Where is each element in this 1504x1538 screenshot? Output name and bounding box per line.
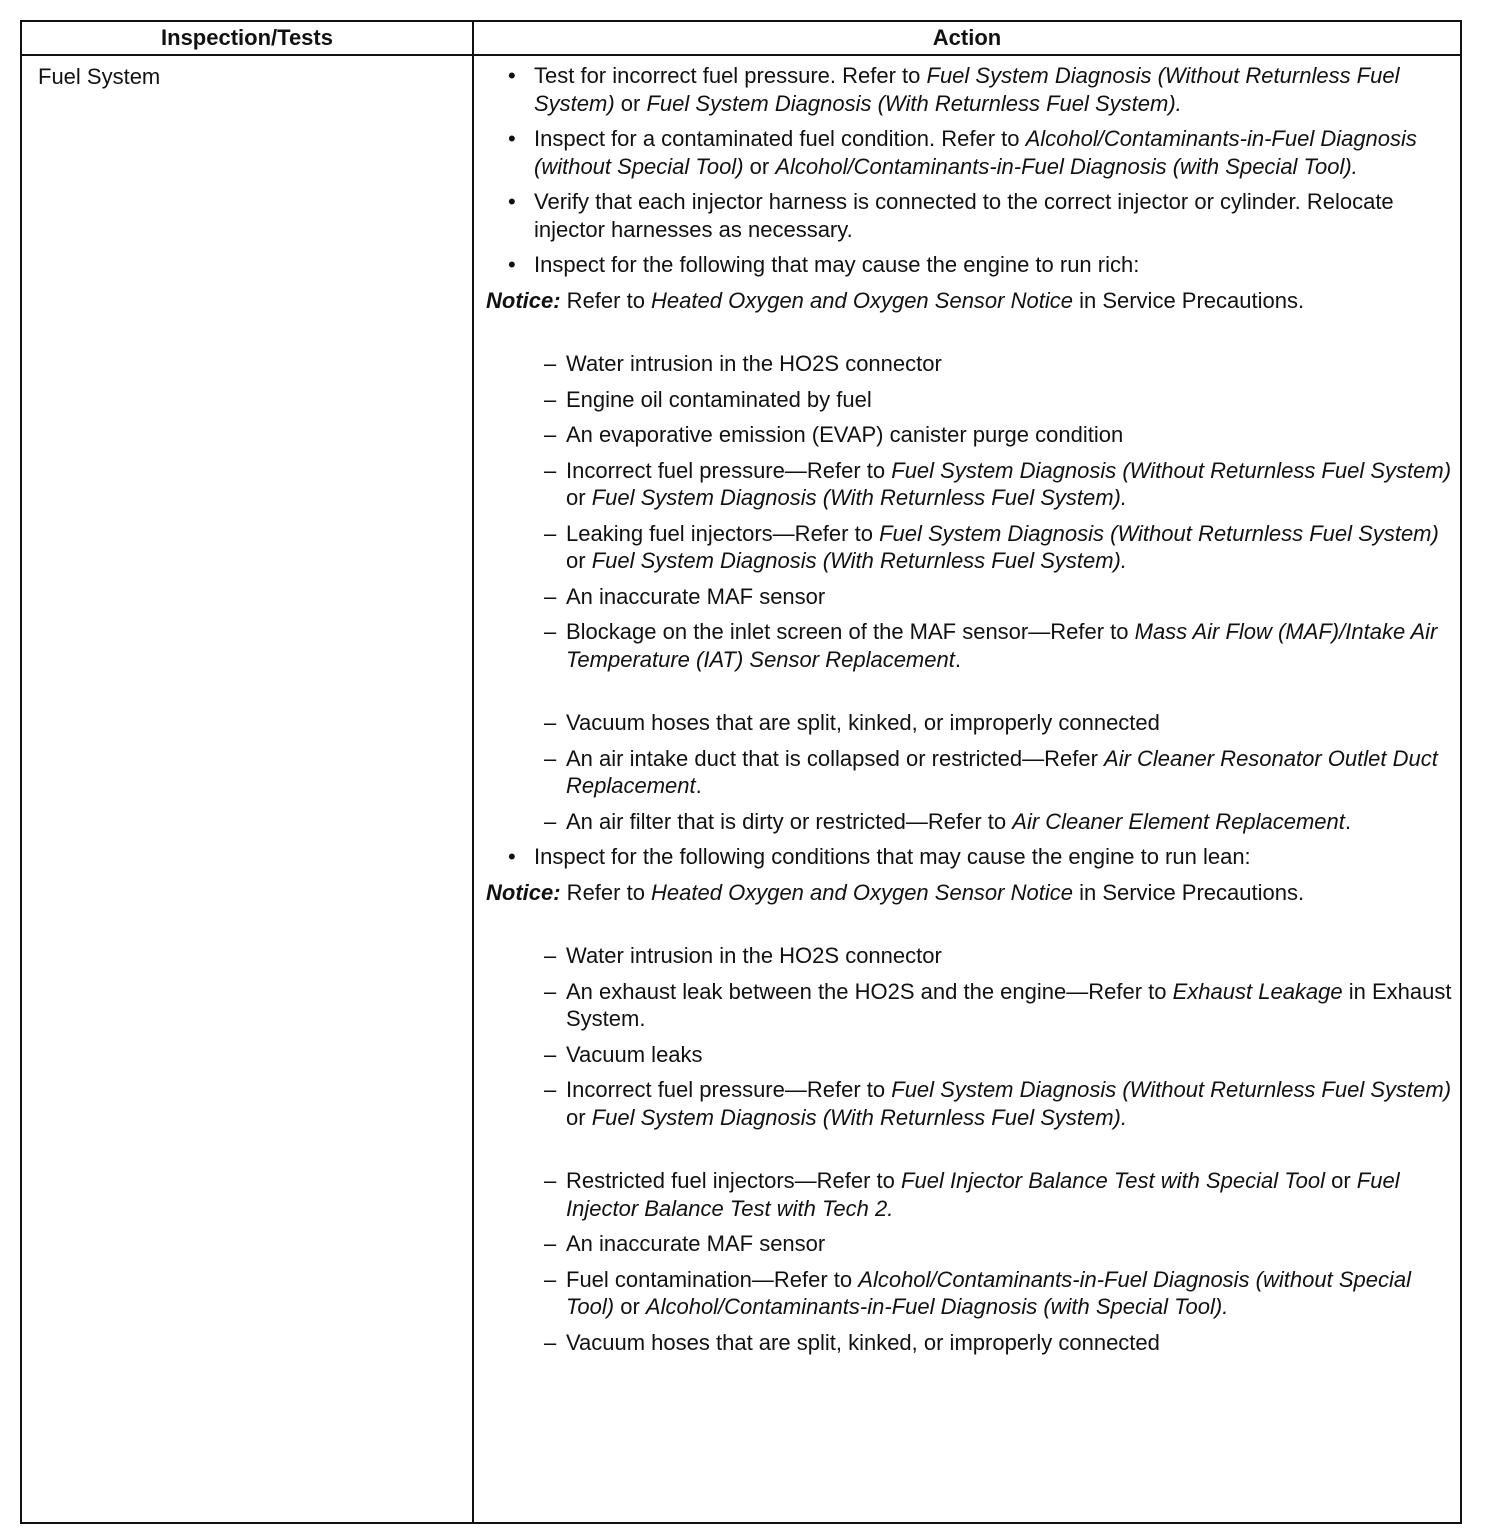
sub-item <box>486 457 1456 512</box>
reference-text: Heated Oxygen and Oxygen Sensor Notice <box>651 287 1073 313</box>
reference-text: Fuel System Diagnosis (With Returnless Fuel System). <box>591 485 1127 510</box>
text-span: Water intrusion in the HO2S connector <box>566 351 942 376</box>
bullet-item <box>486 251 1456 279</box>
inspection-table <box>20 20 1462 1524</box>
text-span: Verify that each injector harness is connected to the correct injector or cylinder. Relocate injector harnesses as necessary. <box>534 189 1394 242</box>
notice-label: Notice: <box>486 879 561 905</box>
text-span: An evaporative emission (EVAP) canister purge condition <box>566 422 1124 447</box>
text-span: Refer to <box>560 287 652 313</box>
text-span: in Service Precautions. <box>1072 287 1305 313</box>
sub-item <box>486 1230 1456 1258</box>
text-span: Refer to <box>560 879 652 905</box>
text-span: in Service Precautions. <box>1072 879 1305 905</box>
sub-item <box>486 745 1456 800</box>
header-inspection-tests: Inspection/Tests <box>161 25 333 50</box>
text-span: . <box>1344 808 1351 834</box>
reference-text: Alcohol/Contaminants-in-Fuel Diagnosis (with Special Tool). <box>645 1294 1229 1319</box>
inspection-cell: Fuel System <box>38 64 161 89</box>
text-span: Restricted fuel injectors—Refer to <box>566 1168 902 1193</box>
action-cell <box>486 62 1456 1364</box>
text-span: An inaccurate MAF sensor <box>566 583 826 609</box>
reference-text: Fuel System Diagnosis (With Returnless Fuel System). <box>591 1104 1127 1130</box>
text-span: An inaccurate MAF sensor <box>566 1231 826 1256</box>
reference-text: Alcohol/Contaminants-in-Fuel Diagnosis (without Special Tool) <box>534 126 1417 179</box>
reference-text: Fuel System Diagnosis (Without Returnless Fuel System) <box>891 457 1452 483</box>
text-span: Blockage on the inlet screen of the MAF sensor—Refer to <box>566 619 1135 644</box>
sub-item <box>486 978 1456 1033</box>
reference-text: Fuel System Diagnosis (With Returnless Fuel System). <box>591 548 1127 573</box>
text-span: An air intake duct that is collapsed or restricted—Refer <box>566 745 1105 771</box>
text-span: Vacuum hoses that are split, kinked, or improperly connected <box>566 710 1160 735</box>
reference-text: Fuel System Diagnosis (Without Returnless Fuel System) <box>534 63 1400 116</box>
sub-item <box>486 808 1456 836</box>
sub-item <box>486 1076 1456 1131</box>
reference-text: Alcohol/Contaminants-in-Fuel Diagnosis (with Special Tool). <box>775 153 1358 179</box>
reference-text: Fuel System Diagnosis (With Returnless Fuel System). <box>646 90 1182 116</box>
text-span: Inspect for a contaminated fuel condition. Refer to <box>534 126 1026 151</box>
text-span: Vacuum leaks <box>566 1041 703 1067</box>
column-divider <box>472 22 474 1522</box>
sub-item <box>486 421 1456 449</box>
bullet-item <box>486 62 1456 117</box>
reference-text: Fuel Injector Balance Test with Tech 2. <box>566 1168 1400 1221</box>
sub-item <box>486 1266 1456 1321</box>
sub-item <box>486 1329 1456 1357</box>
text-span: or <box>566 548 592 573</box>
text-span: or <box>566 1104 592 1130</box>
text-span: or <box>614 90 647 116</box>
text-span: or <box>614 1294 646 1319</box>
notice-text <box>486 879 1456 907</box>
text-span: An exhaust leak between the HO2S and the engine—Refer to <box>566 978 1173 1004</box>
text-span: . <box>954 646 961 672</box>
header-action: Action <box>932 25 1002 50</box>
text-span: Water intrusion in the HO2S connector <box>566 943 942 968</box>
sub-item <box>486 386 1456 414</box>
text-span: An air filter that is dirty or restricted—Refer to <box>566 808 1013 834</box>
text-span: Vacuum hoses that are split, kinked, or improperly connected <box>566 1329 1160 1355</box>
sub-item <box>486 618 1456 673</box>
text-span: Test for incorrect fuel pressure. Refer to <box>534 63 927 88</box>
reference-text: Fuel System Diagnosis (Without Returnless Fuel System) <box>891 1077 1452 1102</box>
text-span: Incorrect fuel pressure—Refer to <box>566 1077 892 1102</box>
notice-text <box>486 287 1456 315</box>
reference-text: Air Cleaner Element Replacement <box>1012 808 1345 834</box>
text-span: Engine oil contaminated by fuel <box>566 386 872 412</box>
reference-text: Fuel System Diagnosis (Without Returnless Fuel System) <box>879 520 1439 546</box>
sub-item <box>486 583 1456 611</box>
reference-text: Heated Oxygen and Oxygen Sensor Notice <box>651 879 1073 905</box>
sub-item <box>486 942 1456 970</box>
bullet-item <box>486 125 1456 180</box>
text-span: or <box>566 485 592 510</box>
text-span: or <box>1324 1168 1357 1193</box>
bullet-item <box>486 188 1456 243</box>
reference-text: Alcohol/Contaminants-in-Fuel Diagnosis (without Special Tool) <box>566 1266 1411 1319</box>
sub-item <box>486 1041 1456 1069</box>
sub-item <box>486 1167 1456 1222</box>
sub-item <box>486 350 1456 378</box>
text-span: Inspect for the following that may cause the engine to run rich: <box>534 252 1140 277</box>
text-span: or <box>743 153 776 179</box>
reference-text: Mass Air Flow (MAF)/Intake Air Temperature (IAT) Sensor Replacement <box>566 619 1438 672</box>
sub-item <box>486 520 1456 575</box>
text-span: Fuel contamination—Refer to <box>566 1266 859 1292</box>
sub-item <box>486 709 1456 737</box>
reference-text: Air Cleaner Resonator Outlet Duct Replacement <box>566 745 1438 798</box>
reference-text: Exhaust Leakage <box>1172 978 1343 1004</box>
bullet-item <box>486 843 1456 871</box>
reference-text: Fuel Injector Balance Test with Special Tool <box>901 1168 1325 1193</box>
text-span: Inspect for the following conditions that may cause the engine to run lean: <box>534 844 1251 869</box>
text-span: . <box>695 773 702 798</box>
notice-label: Notice: <box>486 287 561 313</box>
text-span: in Exhaust System. <box>566 978 1452 1031</box>
text-span: Leaking fuel injectors—Refer to <box>566 520 880 546</box>
text-span: Incorrect fuel pressure—Refer to <box>566 457 892 483</box>
table-header <box>22 22 1460 56</box>
